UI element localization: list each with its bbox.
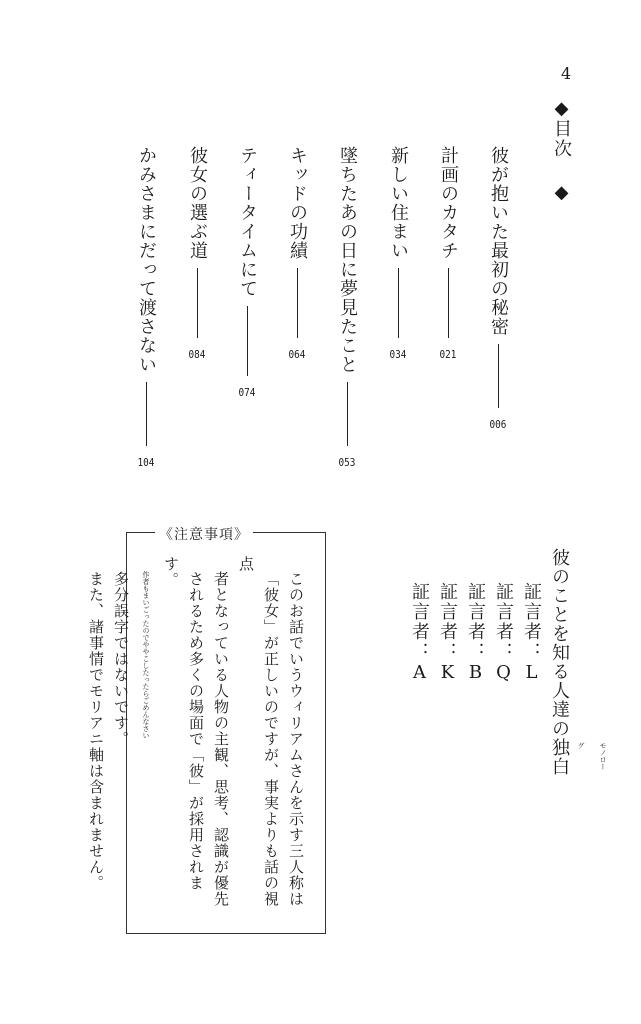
toc-entry-page: 053 <box>338 456 356 469</box>
notice-line: また、諸事情でモリアニ軸は含まれません。 <box>87 571 105 891</box>
toc-entry-page: 104 <box>137 456 155 469</box>
leader-rule <box>398 268 399 338</box>
notice-body <box>87 556 308 916</box>
toc-entry-title: 彼が抱いた最初の秘密 <box>488 146 509 336</box>
toc-entry[interactable] <box>386 146 410 361</box>
leader-rule <box>448 268 449 338</box>
notice-line: 「彼女」が正しいのですが、事実よりも話の視点 <box>237 556 280 907</box>
toc-entry[interactable] <box>134 146 158 469</box>
toc-heading-text: 目次 <box>551 119 572 159</box>
notice-line: 者となっている人物の主観、思考、認識が優先 <box>212 571 230 907</box>
toc-entry-page: 034 <box>389 348 407 361</box>
toc-entry-page: 021 <box>439 348 457 361</box>
toc-entry[interactable] <box>436 146 460 361</box>
toc-entry-title: 彼女の選ぶ道 <box>187 146 208 260</box>
toc-entry-page: 064 <box>288 348 306 361</box>
toc-entry[interactable] <box>235 146 259 399</box>
witness-entry: 証言者：A <box>409 582 430 685</box>
monologue-title-text: 彼のことを知る人達の独白 <box>549 548 570 776</box>
toc-entry-title: かみさまにだって渡さない <box>136 146 157 374</box>
leader-rule <box>146 382 147 446</box>
toc-entry-title: 計画のカタチ <box>438 146 459 260</box>
notice-label: 《注意事項》 <box>155 524 253 544</box>
toc-entry[interactable] <box>335 146 359 469</box>
toc-entry-title: キッドの功績 <box>287 146 308 260</box>
notice-line: 多分誤字ではないです。 <box>112 571 130 747</box>
leader-rule <box>197 268 198 338</box>
diamond-icon: ◆ <box>551 182 572 203</box>
witness-entry: 証言者：B <box>465 582 486 685</box>
toc-entry[interactable] <box>285 146 309 361</box>
notice-line: このお話でいうウィリアムさんを示す三人称は <box>287 571 305 907</box>
leader-rule <box>247 306 248 376</box>
witness-entry: 証言者：Q <box>493 582 514 685</box>
toc-entry[interactable] <box>486 146 510 431</box>
toc-entry-title: 墜ちたあの日に夢見たこと <box>337 146 358 374</box>
leader-rule <box>498 344 499 408</box>
leader-rule <box>347 382 348 446</box>
toc-entry-page: 074 <box>238 386 256 399</box>
witness-entry: 証言者：L <box>521 582 542 685</box>
toc-entry-page: 084 <box>188 348 206 361</box>
monologue-ruby: モノローグ <box>577 742 607 770</box>
toc-entry-page: 006 <box>489 418 507 431</box>
notice-line: されるため多くの場面で「彼」が採用されます。 <box>162 556 205 891</box>
toc-entry-title: 新しい住まい <box>388 146 409 260</box>
toc-entry[interactable] <box>185 146 209 361</box>
witness-entry: 証言者：K <box>437 582 458 685</box>
leader-rule <box>297 268 298 338</box>
diamond-icon: ◆ <box>551 98 572 119</box>
author-note: 作者もまいごったのでややこしたったらごめんなさい <box>142 571 150 739</box>
toc-heading <box>548 98 574 218</box>
toc-entry-title: ティータイムにて <box>237 146 258 298</box>
page-number: 4 <box>561 64 572 83</box>
monologue-title <box>548 548 607 776</box>
